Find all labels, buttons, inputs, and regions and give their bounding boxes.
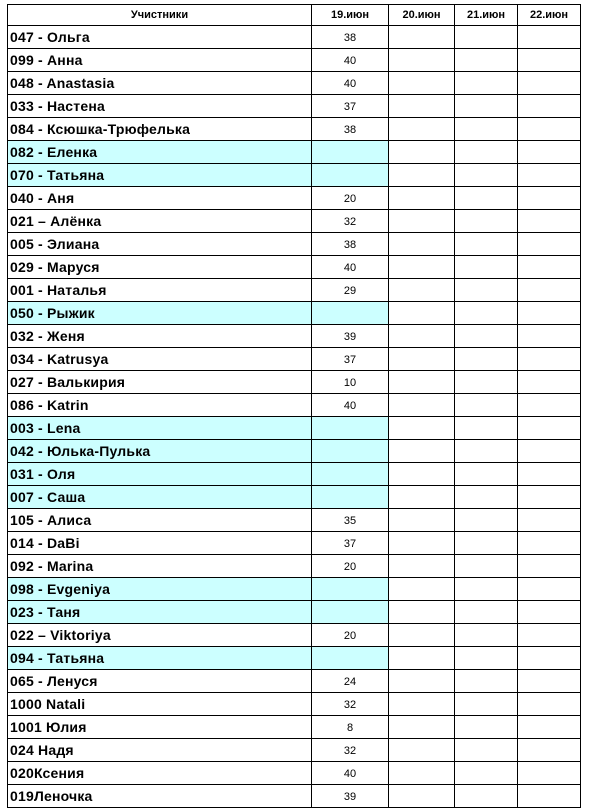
participant-name-cell[interactable]: 050 - Рыжик xyxy=(8,302,312,325)
value-cell[interactable] xyxy=(518,72,581,95)
value-cell[interactable] xyxy=(518,233,581,256)
participants-table xyxy=(7,4,581,808)
value-cell[interactable] xyxy=(455,49,518,72)
table-row xyxy=(8,739,581,762)
table-row xyxy=(8,417,581,440)
value-cell[interactable] xyxy=(389,233,455,256)
value-cell[interactable] xyxy=(518,601,581,624)
participant-name-cell[interactable]: 099 - Анна xyxy=(8,49,312,72)
table-row xyxy=(8,95,581,118)
table-row xyxy=(8,394,581,417)
value-cell[interactable] xyxy=(312,302,389,325)
value-cell[interactable] xyxy=(518,302,581,325)
value-cell[interactable] xyxy=(389,26,455,49)
participant-name-cell[interactable]: 034 - Katrusya xyxy=(8,348,312,371)
participant-name-cell[interactable]: 033 - Настена xyxy=(8,95,312,118)
table-row xyxy=(8,532,581,555)
value-cell[interactable]: 37 xyxy=(312,348,389,371)
value-cell[interactable] xyxy=(518,463,581,486)
table-row xyxy=(8,118,581,141)
participant-name-cell[interactable]: 040 - Аня xyxy=(8,187,312,210)
table-row xyxy=(8,371,581,394)
value-cell[interactable] xyxy=(455,486,518,509)
value-cell[interactable] xyxy=(518,716,581,739)
table-row xyxy=(8,716,581,739)
value-cell[interactable]: 38 xyxy=(312,233,389,256)
value-cell[interactable] xyxy=(389,785,455,808)
table-row xyxy=(8,486,581,509)
table-row xyxy=(8,164,581,187)
value-cell[interactable] xyxy=(455,26,518,49)
value-cell[interactable] xyxy=(389,647,455,670)
value-cell[interactable]: 24 xyxy=(312,670,389,693)
value-cell[interactable] xyxy=(455,762,518,785)
value-cell[interactable] xyxy=(518,141,581,164)
participant-name-cell[interactable]: 022 – Viktoriya xyxy=(8,624,312,647)
participant-name-cell[interactable]: 003 - Lena xyxy=(8,417,312,440)
value-cell[interactable] xyxy=(389,716,455,739)
participant-name-cell[interactable]: 021 – Алёнка xyxy=(8,210,312,233)
table-row xyxy=(8,647,581,670)
value-cell[interactable] xyxy=(389,164,455,187)
table-row xyxy=(8,233,581,256)
value-cell[interactable] xyxy=(518,187,581,210)
header-date[interactable]: 22.июн xyxy=(518,5,581,26)
value-cell[interactable] xyxy=(455,440,518,463)
value-cell[interactable] xyxy=(455,785,518,808)
header-date[interactable]: 21.июн xyxy=(455,5,518,26)
header-participants[interactable]: Учистники xyxy=(8,5,312,26)
value-cell[interactable] xyxy=(389,256,455,279)
value-cell[interactable]: 40 xyxy=(312,49,389,72)
participant-name-cell[interactable]: 094 - Татьяна xyxy=(8,647,312,670)
value-cell[interactable] xyxy=(455,394,518,417)
value-cell[interactable] xyxy=(455,256,518,279)
participant-name-cell[interactable]: 020Ксения xyxy=(8,762,312,785)
value-cell[interactable]: 32 xyxy=(312,210,389,233)
value-cell[interactable] xyxy=(389,141,455,164)
table-row xyxy=(8,256,581,279)
value-cell[interactable] xyxy=(389,302,455,325)
value-cell[interactable]: 40 xyxy=(312,72,389,95)
value-cell[interactable] xyxy=(518,49,581,72)
value-cell[interactable] xyxy=(455,210,518,233)
value-cell[interactable] xyxy=(455,72,518,95)
value-cell[interactable] xyxy=(389,49,455,72)
value-cell[interactable]: 32 xyxy=(312,693,389,716)
table-row xyxy=(8,279,581,302)
value-cell[interactable] xyxy=(518,348,581,371)
value-cell[interactable] xyxy=(455,555,518,578)
value-cell[interactable] xyxy=(455,325,518,348)
value-cell[interactable] xyxy=(389,279,455,302)
value-cell[interactable] xyxy=(455,578,518,601)
value-cell[interactable] xyxy=(389,739,455,762)
value-cell[interactable] xyxy=(455,95,518,118)
value-cell[interactable] xyxy=(389,72,455,95)
table-row xyxy=(8,440,581,463)
value-cell[interactable] xyxy=(518,118,581,141)
value-cell[interactable] xyxy=(389,348,455,371)
value-cell[interactable] xyxy=(455,417,518,440)
header-date[interactable]: 19.июн xyxy=(312,5,389,26)
value-cell[interactable]: 40 xyxy=(312,256,389,279)
participant-name-cell[interactable]: 065 - Ленуся xyxy=(8,670,312,693)
value-cell[interactable] xyxy=(455,371,518,394)
table-row xyxy=(8,210,581,233)
value-cell[interactable] xyxy=(455,233,518,256)
value-cell[interactable] xyxy=(518,417,581,440)
value-cell[interactable]: 20 xyxy=(312,555,389,578)
value-cell[interactable] xyxy=(518,486,581,509)
participant-name-cell[interactable]: 086 - Katrin xyxy=(8,394,312,417)
participant-name-cell[interactable]: 1001 Юлия xyxy=(8,716,312,739)
header-row xyxy=(8,5,581,26)
value-cell[interactable] xyxy=(455,601,518,624)
value-cell[interactable] xyxy=(455,463,518,486)
value-cell[interactable] xyxy=(389,118,455,141)
table-row xyxy=(8,463,581,486)
table-row xyxy=(8,302,581,325)
value-cell[interactable] xyxy=(389,371,455,394)
value-cell[interactable] xyxy=(389,463,455,486)
value-cell[interactable] xyxy=(455,164,518,187)
value-cell[interactable]: 37 xyxy=(312,95,389,118)
value-cell[interactable] xyxy=(389,532,455,555)
value-cell[interactable]: 8 xyxy=(312,716,389,739)
value-cell[interactable]: 10 xyxy=(312,371,389,394)
value-cell[interactable] xyxy=(389,210,455,233)
value-cell[interactable]: 35 xyxy=(312,509,389,532)
table-row xyxy=(8,325,581,348)
table-row xyxy=(8,49,581,72)
participant-name-cell[interactable]: 047 - Ольга xyxy=(8,26,312,49)
participant-name-cell[interactable]: 082 - Еленка xyxy=(8,141,312,164)
value-cell[interactable] xyxy=(455,302,518,325)
value-cell[interactable]: 40 xyxy=(312,762,389,785)
participant-name-cell[interactable]: 1000 Natali xyxy=(8,693,312,716)
table-row xyxy=(8,578,581,601)
value-cell[interactable]: 20 xyxy=(312,624,389,647)
value-cell[interactable] xyxy=(455,532,518,555)
participant-name-cell[interactable]: 005 - Элиана xyxy=(8,233,312,256)
value-cell[interactable]: 38 xyxy=(312,118,389,141)
value-cell[interactable] xyxy=(389,417,455,440)
value-cell[interactable] xyxy=(518,26,581,49)
value-cell[interactable] xyxy=(518,739,581,762)
value-cell[interactable] xyxy=(455,348,518,371)
table-row xyxy=(8,509,581,532)
value-cell[interactable] xyxy=(312,486,389,509)
participant-name-cell[interactable]: 023 - Таня xyxy=(8,601,312,624)
table-row xyxy=(8,26,581,49)
value-cell[interactable]: 29 xyxy=(312,279,389,302)
value-cell[interactable] xyxy=(389,601,455,624)
value-cell[interactable] xyxy=(455,716,518,739)
participant-name-cell[interactable]: 084 - Ксюшка-Трюфелька xyxy=(8,118,312,141)
value-cell[interactable] xyxy=(518,785,581,808)
value-cell[interactable] xyxy=(455,739,518,762)
participant-name-cell[interactable]: 001 - Наталья xyxy=(8,279,312,302)
value-cell[interactable] xyxy=(312,647,389,670)
participant-name-cell[interactable]: 014 - DaBi xyxy=(8,532,312,555)
value-cell[interactable] xyxy=(518,371,581,394)
participant-name-cell[interactable]: 031 - Оля xyxy=(8,463,312,486)
value-cell[interactable] xyxy=(455,647,518,670)
value-cell[interactable] xyxy=(518,394,581,417)
participant-name-cell[interactable]: 024 Надя xyxy=(8,739,312,762)
value-cell[interactable] xyxy=(389,578,455,601)
value-cell[interactable] xyxy=(455,118,518,141)
value-cell[interactable]: 37 xyxy=(312,532,389,555)
value-cell[interactable] xyxy=(518,532,581,555)
table-row xyxy=(8,187,581,210)
participant-name-cell[interactable]: 027 - Валькирия xyxy=(8,371,312,394)
participant-name-cell[interactable]: 098 - Evgeniya xyxy=(8,578,312,601)
value-cell[interactable] xyxy=(312,440,389,463)
participant-name-cell[interactable]: 029 - Маруся xyxy=(8,256,312,279)
participant-name-cell[interactable]: 105 - Алиса xyxy=(8,509,312,532)
header-date[interactable]: 20.июн xyxy=(389,5,455,26)
value-cell[interactable] xyxy=(389,509,455,532)
value-cell[interactable]: 32 xyxy=(312,739,389,762)
value-cell[interactable] xyxy=(518,670,581,693)
value-cell[interactable] xyxy=(312,601,389,624)
value-cell[interactable] xyxy=(389,555,455,578)
value-cell[interactable] xyxy=(455,509,518,532)
value-cell[interactable] xyxy=(455,693,518,716)
value-cell[interactable] xyxy=(518,555,581,578)
table-row xyxy=(8,72,581,95)
participant-name-cell[interactable]: 019Леночка xyxy=(8,785,312,808)
value-cell[interactable] xyxy=(389,95,455,118)
table-row xyxy=(8,624,581,647)
value-cell[interactable] xyxy=(518,256,581,279)
value-cell[interactable] xyxy=(518,509,581,532)
value-cell[interactable]: 39 xyxy=(312,325,389,348)
value-cell[interactable] xyxy=(389,693,455,716)
table-row xyxy=(8,670,581,693)
value-cell[interactable] xyxy=(389,325,455,348)
table-row xyxy=(8,555,581,578)
value-cell[interactable] xyxy=(312,141,389,164)
value-cell[interactable] xyxy=(518,95,581,118)
table-row xyxy=(8,693,581,716)
value-cell[interactable]: 20 xyxy=(312,187,389,210)
participant-name-cell[interactable]: 048 - Anastasia xyxy=(8,72,312,95)
value-cell[interactable] xyxy=(518,762,581,785)
participant-name-cell[interactable]: 007 - Саша xyxy=(8,486,312,509)
value-cell[interactable] xyxy=(455,670,518,693)
value-cell[interactable] xyxy=(389,440,455,463)
value-cell[interactable]: 40 xyxy=(312,394,389,417)
value-cell[interactable] xyxy=(312,463,389,486)
table-row xyxy=(8,785,581,808)
value-cell[interactable] xyxy=(518,624,581,647)
value-cell[interactable] xyxy=(455,624,518,647)
value-cell[interactable] xyxy=(389,486,455,509)
value-cell[interactable] xyxy=(455,187,518,210)
value-cell[interactable] xyxy=(518,325,581,348)
participant-name-cell[interactable]: 092 - Marina xyxy=(8,555,312,578)
table-body xyxy=(8,26,581,808)
table-row xyxy=(8,348,581,371)
value-cell[interactable]: 38 xyxy=(312,26,389,49)
value-cell[interactable] xyxy=(518,578,581,601)
value-cell[interactable] xyxy=(518,693,581,716)
participant-name-cell[interactable]: 042 - Юлька-Пулька xyxy=(8,440,312,463)
table-row xyxy=(8,601,581,624)
value-cell[interactable] xyxy=(389,670,455,693)
value-cell[interactable] xyxy=(389,624,455,647)
value-cell[interactable] xyxy=(389,187,455,210)
participant-name-cell[interactable]: 032 - Женя xyxy=(8,325,312,348)
value-cell[interactable] xyxy=(455,141,518,164)
value-cell[interactable] xyxy=(312,164,389,187)
value-cell[interactable] xyxy=(518,164,581,187)
value-cell[interactable] xyxy=(518,440,581,463)
table-row xyxy=(8,141,581,164)
value-cell[interactable] xyxy=(389,394,455,417)
value-cell[interactable] xyxy=(312,578,389,601)
participant-name-cell[interactable]: 070 - Татьяна xyxy=(8,164,312,187)
value-cell[interactable] xyxy=(518,279,581,302)
value-cell[interactable] xyxy=(518,210,581,233)
value-cell[interactable] xyxy=(455,279,518,302)
value-cell[interactable] xyxy=(518,647,581,670)
table-row xyxy=(8,762,581,785)
value-cell[interactable] xyxy=(312,417,389,440)
value-cell[interactable] xyxy=(389,762,455,785)
value-cell[interactable]: 39 xyxy=(312,785,389,808)
